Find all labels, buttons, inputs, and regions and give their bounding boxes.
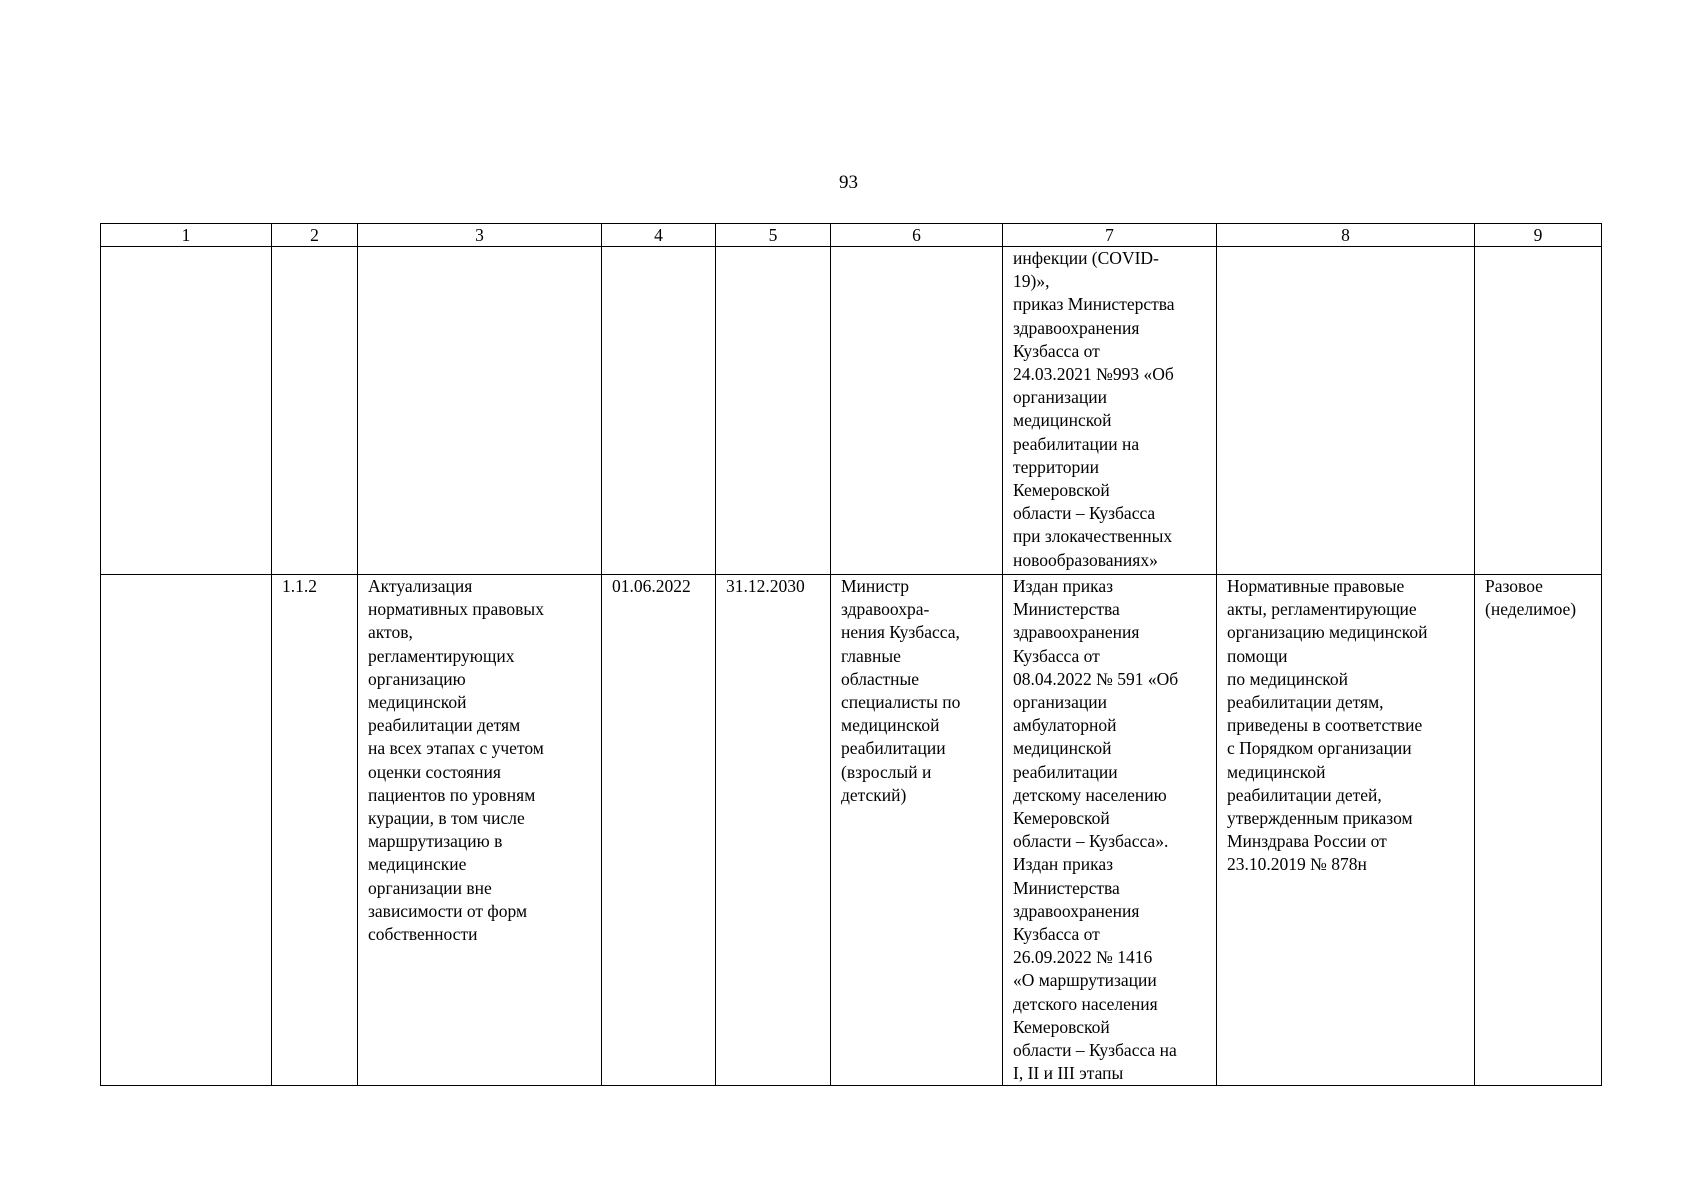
column-header-5: 5 <box>716 224 831 247</box>
table-cell <box>602 247 716 575</box>
start-date: 01.06.2022 <box>612 576 691 596</box>
table-cell <box>1217 247 1475 575</box>
column-header-7: 7 <box>1003 224 1217 247</box>
column-header-6: 6 <box>831 224 1003 247</box>
table-cell <box>1003 575 1217 1086</box>
table-cell <box>272 247 358 575</box>
table-cell <box>272 575 358 1086</box>
table-cell <box>716 575 831 1086</box>
end-date: 31.12.2030 <box>726 576 805 596</box>
table-cell <box>831 247 1003 575</box>
page-number: 93 <box>839 172 858 193</box>
table-cell <box>101 575 272 1086</box>
table-cell <box>358 575 602 1086</box>
column-header-8: 8 <box>1217 224 1475 247</box>
column-header-3: 3 <box>358 224 602 247</box>
column-header-4: 4 <box>602 224 716 247</box>
expected-result: Нормативные правовые акты, регламентирующие организацию медицинской помощи по медицинской реабилитации детям, приведены в соответствие с Порядком организации медицинской реабилитации детей, утвержденным приказом Минздрава России от 23.10.2019 № 878н <box>1227 576 1428 875</box>
item-number: 1.1.2 <box>282 576 317 596</box>
column-header-2: 2 <box>272 224 358 247</box>
table-cell <box>1475 247 1602 575</box>
column-header-9: 9 <box>1475 224 1602 247</box>
measure-description: Актуализация нормативных правовых актов, регламентирующих организацию медицинской реабилитации детям на всех этапах с учетом оценки состояния пациентов по уровням курации, в том числе маршрутизацию в медицинские организации вне зависимости от форм собственности <box>368 576 544 945</box>
table-cell <box>716 247 831 575</box>
measures-table <box>100 223 1602 1086</box>
table-cell <box>1217 575 1475 1086</box>
table-cell <box>1003 247 1217 575</box>
legal-basis-text: инфекции (COVID- 19)», приказ Министерства здравоохранения Кузбасса от 24.03.2021 №993 «Об организации медицинской реабилитации на территории Кемеровской области – Кузбасса при злокачественных новообразованиях» <box>1013 248 1175 570</box>
table-cell <box>101 247 272 575</box>
table-cell <box>358 247 602 575</box>
legal-basis-text: Издан приказ Министерства здравоохранения Кузбасса от 08.04.2022 № 591 «Об организации амбулаторной медицинской реабилитации детскому населению Кемеровской области – Кузбасса». Издан приказ Министерства здравоохранения Кузбасса от 26.09.2022 № 1416 «О маршрутизации детского населения Кемеровской области – Кузбасса на I, II и III этапы <box>1013 576 1179 1084</box>
responsible-executors: Министр здравоохра- нения Кузбасса, главные областные специалисты по медицинской реабилитации (взрослый и детский) <box>841 576 961 805</box>
table-cell <box>831 575 1003 1086</box>
table-row <box>101 247 1602 575</box>
measure-type: Разовое (неделимое) <box>1485 576 1577 620</box>
table-row <box>101 575 1602 1086</box>
table-cell <box>602 575 716 1086</box>
column-header-1: 1 <box>101 224 272 247</box>
column-number-row <box>101 224 1602 247</box>
table-cell <box>1475 575 1602 1086</box>
